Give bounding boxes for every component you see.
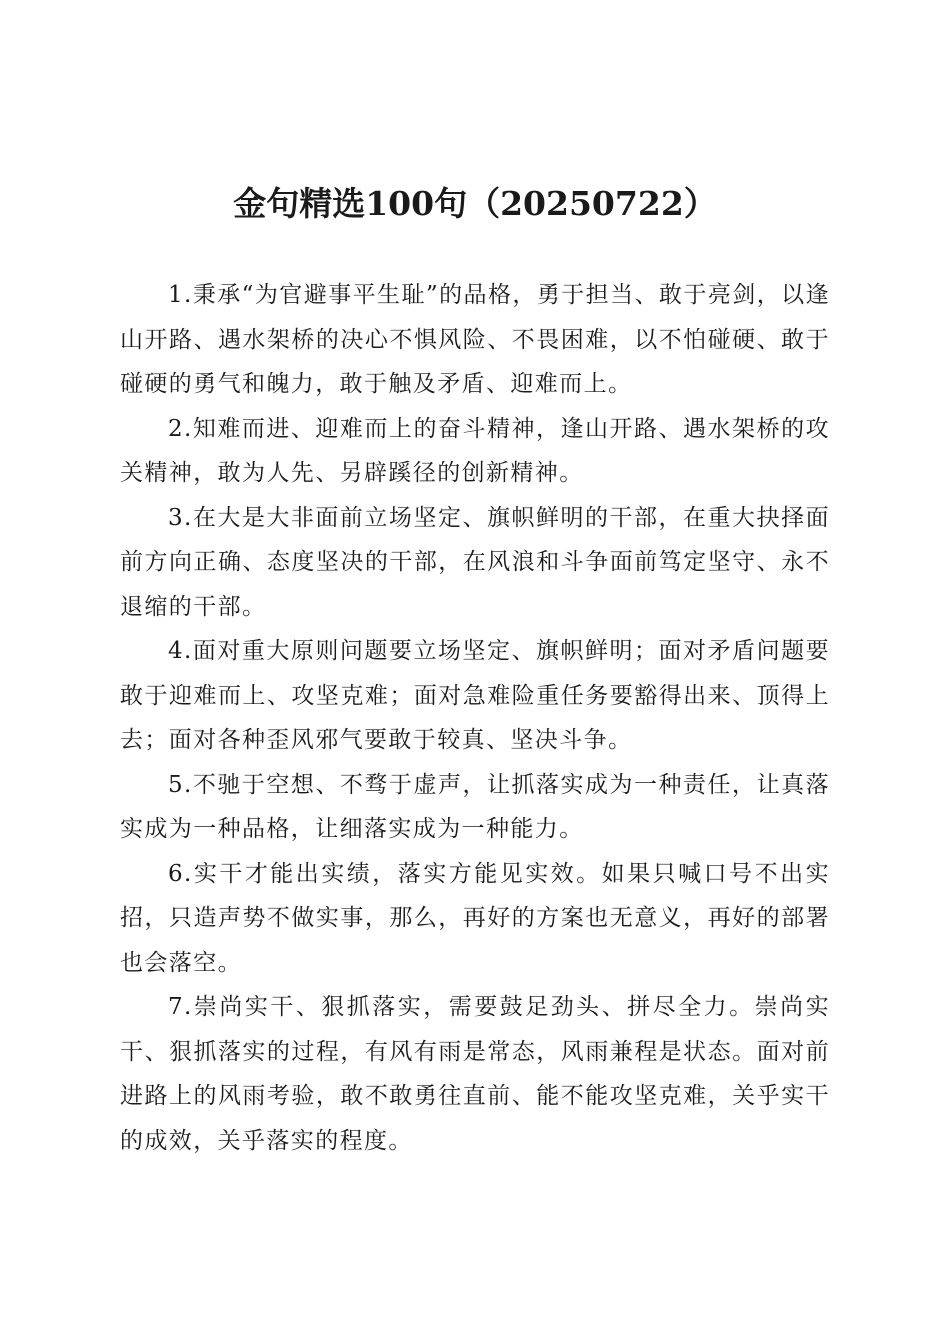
paragraph-7: 7.崇尚实干、狠抓落实，需要鼓足劲头、拼尽全力。崇尚实干、狠抓落实的过程，有风有雨是常态，风雨兼程是状态。面对前进路上的风雨考验，敢不敢勇往直前、能不能攻坚克难，关乎实干的成效，关乎落实的程度。 (120, 994, 830, 1154)
document-title: 金句精选100句（20250722） (233, 184, 717, 223)
paragraph-2: 2.知难而进、迎难而上的奋斗精神，逢山开路、遇水架桥的攻关精神，敢为人先、另辟蹊径的创新精神。 (120, 415, 830, 486)
document-body (120, 273, 830, 1163)
paragraph-5: 5.不驰于空想、不骛于虚声，让抓落实成为一种责任，让真落实成为一种品格，让细落实成为一种能力。 (120, 771, 830, 842)
paragraph-4: 4.面对重大原则问题要立场坚定、旗帜鲜明；面对矛盾问题要敢于迎难而上、攻坚克难；面对急难险重任务要豁得出来、顶得上去；面对各种歪风邪气要敢于较真、坚决斗争。 (120, 638, 830, 753)
paragraph-1: 1.秉承“为官避事平生耻”的品格，勇于担当、敢于亮剑，以逢山开路、遇水架桥的决心不惧风险、不畏困难，以不怕碰硬、敢于碰硬的勇气和魄力，敢于触及矛盾、迎难而上。 (120, 282, 830, 397)
paragraph-6: 6.实干才能出实绩，落实方能见实效。如果只喊口号不出实招，只造声势不做实事，那么，再好的方案也无意义，再好的部署也会落空。 (120, 860, 830, 976)
paragraph-3: 3.在大是大非面前立场坚定、旗帜鲜明的干部，在重大抉择面前方向正确、态度坚决的干部，在风浪和斗争面前笃定坚守、永不退缩的干部。 (120, 504, 830, 620)
